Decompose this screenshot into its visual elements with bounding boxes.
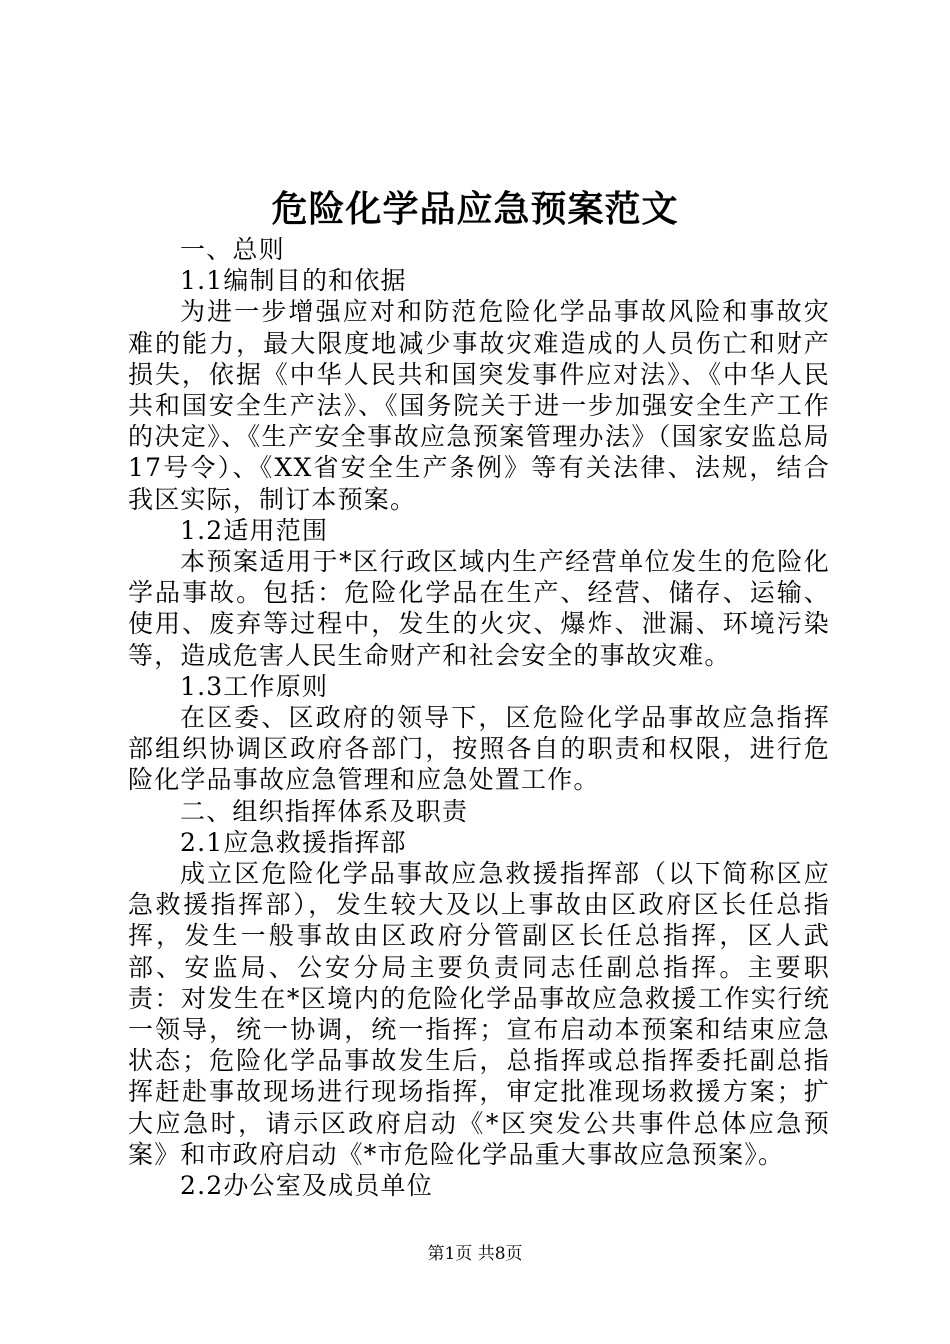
subsection-heading: 2.2办公室及成员单位 <box>180 1171 433 1201</box>
body-paragraph: 为进一步增强应对和防范危险化学品事故风险和事故灾难的能力，最大限度地减少事故灾难造成的人员伤亡和财产损失，依据《中华人民共和国突发事件应对法》、《中华人民共和国安全生产法》、《国务院关于进一步加强安全生产工作的决定》、《生产安全事故应急预案管理办法》（国家安监总局17号令）、《XX省安全生产条例》等有关法律、法规，结合我区实际，制订本预案。 <box>128 297 830 514</box>
body-paragraph: 成立区危险化学品事故应急救援指挥部（以下简称区应急救援指挥部），发生较大及以上事故由区政府区长任总指挥，发生一般事故由区政府分管副区长任总指挥，区人武部、安监局、公安分局主要负责同志任副总指挥。主要职责：对发生在*区境内的危险化学品事故应急救援工作实行统一领导，统一协调，统一指挥；宣布启动本预案和结束应急状态；危险化学品事故发生后，总指挥或总指挥委托副总指挥赶赴事故现场进行现场指挥，审定批准现场救援方案；扩大应急时，请示区政府启动《*区突发公共事件总体应急预案》和市政府启动《*市危险化学品重大事故应急预案》。 <box>128 859 830 1169</box>
subsection-heading: 2.1应急救援指挥部 <box>180 827 407 857</box>
subsection-heading: 1.3工作原则 <box>180 671 329 701</box>
section-heading: 一、总则 <box>180 235 285 264</box>
subsection-heading: 1.2适用范围 <box>180 515 329 545</box>
document-title: 危险化学品应急预案范文 <box>271 188 679 230</box>
body-paragraph: 在区委、区政府的领导下，区危险化学品事故应急指挥部组织协调区政府各部门，按照各自的职责和权限，进行危险化学品事故应急管理和应急处置工作。 <box>128 703 830 795</box>
section-heading: 二、组织指挥体系及职责 <box>180 796 469 826</box>
subsection-heading: 1.1编制目的和依据 <box>180 266 407 296</box>
page-footer: 第1页 共8页 <box>427 1244 523 1264</box>
document-body <box>128 234 830 1201</box>
body-paragraph: 本预案适用于*区行政区域内生产经营单位发生的危险化学品事故。包括：危险化学品在生产、经营、储存、运输、使用、废弃等过程中，发生的火灾、爆炸、泄漏、环境污染等，造成危害人民生命财产和社会安全的事故灾难。 <box>128 547 830 670</box>
